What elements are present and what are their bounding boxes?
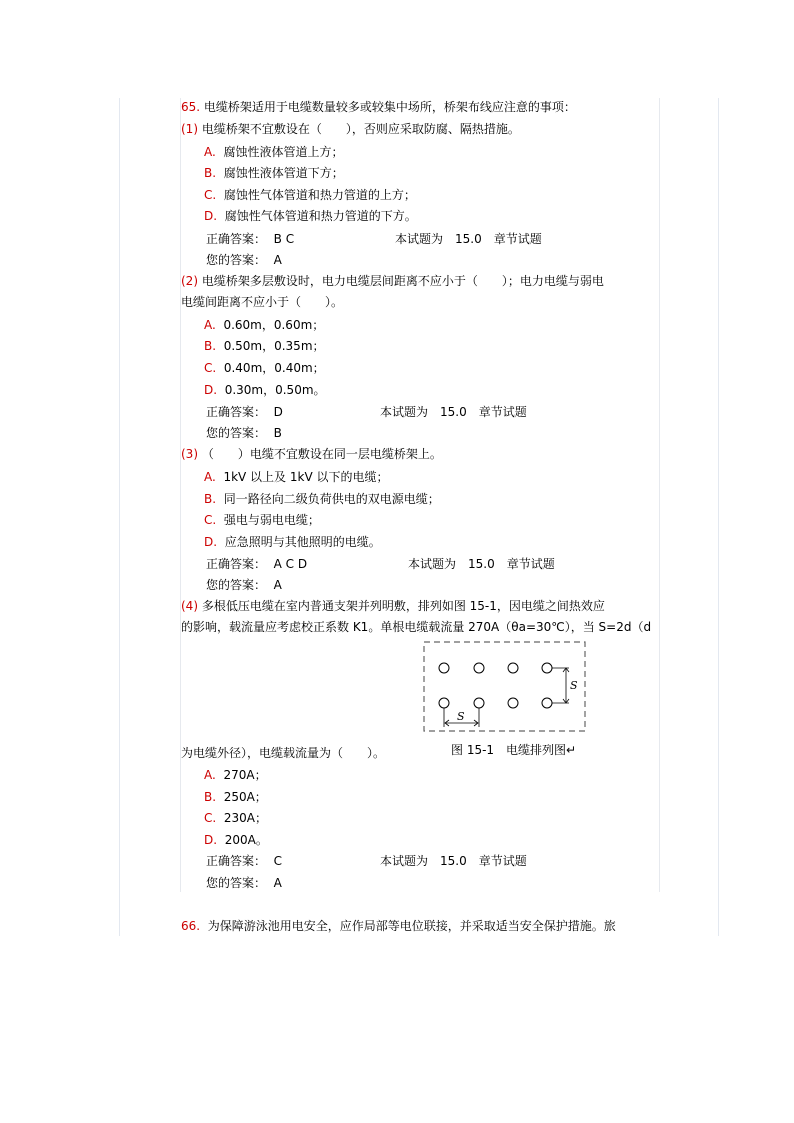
score-text: 本试题为 15.0 章节试题 — [380, 405, 527, 419]
frame-outer-left — [119, 98, 120, 936]
cable-circle — [542, 698, 552, 708]
frame-outer-right — [718, 98, 719, 936]
correct-answer-row — [206, 231, 294, 247]
option-a[interactable] — [204, 469, 388, 485]
option-key: B. — [204, 492, 217, 506]
option-key: A. — [204, 768, 216, 782]
option-text: 腐蚀性气体管道和热力管道的下方。 — [224, 209, 417, 223]
correct-answer-value: B C — [273, 232, 295, 246]
question-number: 66. — [181, 919, 201, 933]
question-title: 为保障游泳池用电安全，应作局部等电位联接，并采取适当安全保护措施。旅 — [207, 919, 616, 933]
option-text: 腐蚀性液体管道上方； — [223, 145, 344, 159]
option-text: 0.30m，0.50m。 — [224, 383, 326, 397]
option-text: 腐蚀性液体管道下方； — [223, 166, 344, 180]
option-a[interactable] — [204, 767, 267, 783]
option-d[interactable] — [204, 534, 381, 550]
option-a[interactable] — [204, 144, 343, 160]
sub-text: （ ）电缆不宜敷设在同一层电缆桥架上。 — [201, 447, 442, 461]
option-text: 200A。 — [224, 833, 268, 847]
sub-label: (1) — [181, 122, 198, 136]
option-key: D. — [204, 209, 218, 223]
your-answer-value: B — [273, 426, 282, 440]
option-text: 1kV 以上及 1kV 以下的电缆； — [223, 470, 389, 484]
option-b[interactable] — [204, 338, 325, 354]
option-text: 0.60m，0.60m； — [223, 318, 325, 332]
cable-arrangement-figure — [423, 641, 589, 735]
cable-circle — [439, 663, 449, 673]
your-answer-label: 您的答案： — [206, 253, 267, 267]
option-key: A. — [204, 470, 216, 484]
correct-answer-row — [206, 404, 283, 420]
your-answer-row — [206, 875, 282, 891]
option-a[interactable] — [204, 317, 324, 333]
score-text: 本试题为 15.0 章节试题 — [395, 232, 542, 246]
cable-circle — [439, 698, 449, 708]
option-d[interactable] — [204, 832, 268, 848]
option-key: D. — [204, 535, 218, 549]
correct-answer-row — [206, 853, 282, 869]
frame-inner-right — [659, 98, 660, 892]
option-c[interactable] — [204, 810, 267, 826]
your-answer-row — [206, 425, 282, 441]
cable-circle — [508, 663, 518, 673]
sub-question-4-line2: 的影响，载流量应考虑校正系数 K1。单根电缆载流量 270A（θa=30℃），当 S=2d（d — [181, 620, 652, 634]
your-answer-row — [206, 252, 282, 268]
sub-question-2-line2: 电缆间距离不应小于（ ）。 — [181, 295, 344, 309]
sub-question-3 — [181, 446, 442, 462]
option-key: C. — [204, 811, 217, 825]
cable-circle — [542, 663, 552, 673]
option-b[interactable] — [204, 789, 267, 805]
your-answer-label: 您的答案： — [206, 876, 267, 890]
option-key: A. — [204, 145, 216, 159]
your-answer-row — [206, 577, 282, 593]
sub-question-4-line3: 为电缆外径），电缆载流量为（ ）。 — [181, 746, 386, 760]
correct-answer-row — [206, 556, 307, 572]
option-d[interactable] — [204, 382, 326, 398]
correct-answer-value: A C D — [273, 557, 308, 571]
option-b[interactable] — [204, 491, 440, 507]
your-answer-value: A — [273, 253, 282, 267]
option-text: 同一路径向二级负荷供电的双电源电缆； — [223, 492, 440, 506]
cable-circle — [508, 698, 518, 708]
sub-question-1 — [181, 121, 520, 137]
sub-text: 多根低压电缆在室内普通支架并列明敷，排列如图 15-1，因电缆之间热效应 — [201, 599, 605, 613]
option-key: C. — [204, 188, 217, 202]
option-text: 强电与弱电电缆； — [223, 513, 320, 527]
option-c[interactable] — [204, 187, 416, 203]
option-key: B. — [204, 339, 217, 353]
option-text: 0.50m，0.35m； — [223, 339, 325, 353]
option-key: D. — [204, 383, 218, 397]
score-text: 本试题为 15.0 章节试题 — [408, 557, 555, 571]
option-text: 230A； — [223, 811, 267, 825]
your-answer-label: 您的答案： — [206, 578, 267, 592]
sub-question-2 — [181, 273, 604, 289]
sub-label: (3) — [181, 447, 198, 461]
correct-answer-label: 正确答案： — [206, 557, 267, 571]
option-text: 250A； — [223, 790, 267, 804]
correct-answer-label: 正确答案： — [206, 232, 267, 246]
sub-text: 电缆桥架不宜敷设在（ ），否则应采取防腐、隔热措施。 — [201, 122, 520, 136]
question-65-header — [181, 99, 576, 115]
score-text: 本试题为 15.0 章节试题 — [380, 854, 527, 868]
dimension-label-s: S — [570, 679, 578, 692]
option-d[interactable] — [204, 208, 417, 224]
correct-answer-label: 正确答案： — [206, 405, 267, 419]
option-text: 0.40m，0.40m； — [223, 361, 325, 375]
question-title: 电缆桥架适用于电缆数量较多或较集中场所，桥架布线应注意的事项： — [203, 100, 576, 114]
question-66-header — [181, 918, 616, 934]
option-text: 应急照明与其他照明的电缆。 — [224, 535, 381, 549]
option-c[interactable] — [204, 512, 320, 528]
option-key: B. — [204, 166, 217, 180]
option-text: 腐蚀性气体管道和热力管道的上方； — [223, 188, 416, 202]
question-number: 65. — [181, 100, 201, 114]
sub-label: (4) — [181, 599, 198, 613]
cable-circle — [474, 663, 484, 673]
option-key: C. — [204, 513, 217, 527]
cable-circle — [474, 698, 484, 708]
correct-answer-value: D — [273, 405, 283, 419]
figure-border — [424, 642, 585, 731]
option-key: B. — [204, 790, 217, 804]
your-answer-value: A — [273, 578, 282, 592]
option-key: C. — [204, 361, 217, 375]
correct-answer-value: C — [273, 854, 283, 868]
your-answer-label: 您的答案： — [206, 426, 267, 440]
option-key: A. — [204, 318, 216, 332]
frame-inner-left — [180, 98, 181, 892]
correct-answer-label: 正确答案： — [206, 854, 267, 868]
sub-text: 电缆桥架多层敷设时，电力电缆层间距离不应小于（ ）；电力电缆与弱电 — [201, 274, 604, 288]
figure-caption: 图 15-1 电缆排列图↵ — [451, 743, 577, 757]
option-text: 270A； — [223, 768, 267, 782]
option-c[interactable] — [204, 360, 325, 376]
option-b[interactable] — [204, 165, 344, 181]
option-key: D. — [204, 833, 218, 847]
your-answer-value: A — [273, 876, 282, 890]
sub-label: (2) — [181, 274, 198, 288]
dimension-label-s: S — [457, 710, 465, 723]
sub-question-4 — [181, 598, 605, 614]
